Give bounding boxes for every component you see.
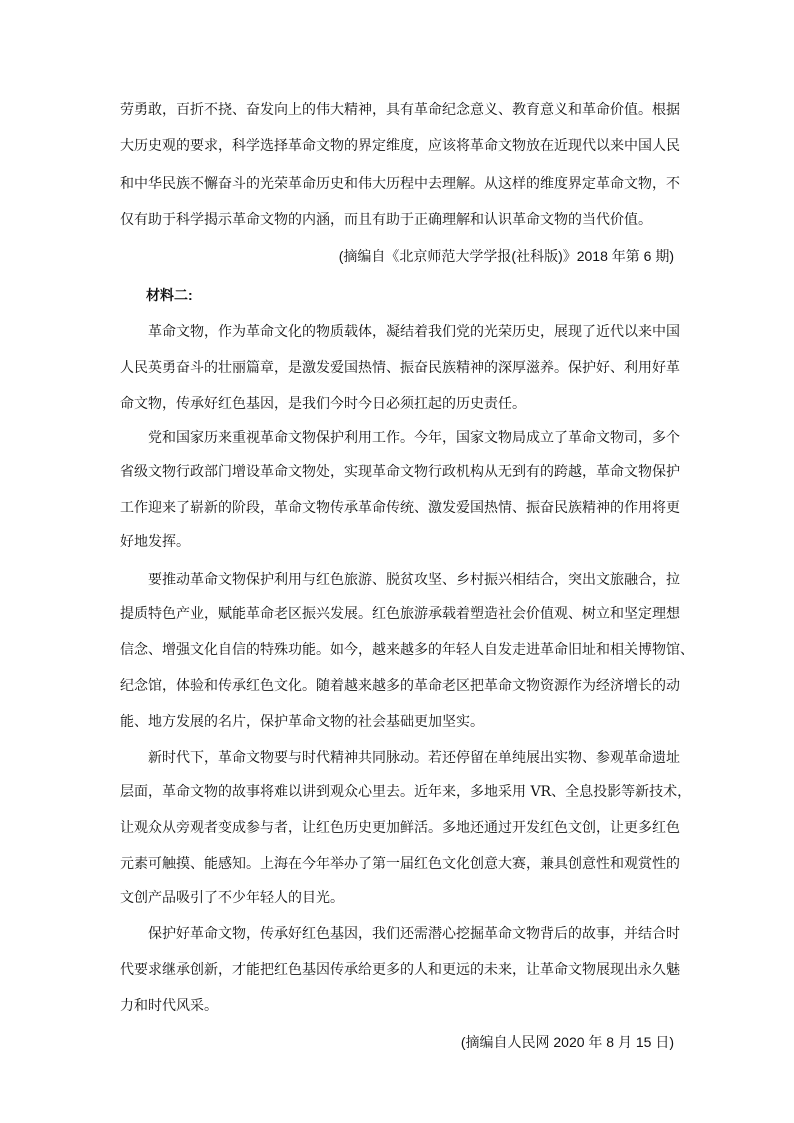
paragraph-line: 纪念馆，体验和传承红色文化。随着越来越多的革命老区把革命文物资源作为经济增长的动 bbox=[120, 678, 680, 694]
paragraph-line: 省级文物行政部门增设革命文物处，实现革命文物行政机构从无到有的跨越，革命文物保护 bbox=[120, 464, 680, 480]
material1-source: (摘编自《北京师范大学学报(社科版)》2018 年第 6 期) bbox=[338, 248, 674, 264]
paragraph-line: 要推动革命文物保护利用与红色旅游、脱贫攻坚、乡村振兴相结合，突出文旅融合，拉 bbox=[148, 572, 680, 588]
paragraph-line: 好地发挥。 bbox=[120, 534, 190, 550]
paragraph-line: 代要求继承创新，才能把红色基因传承给更多的人和更远的未来，让革命文物展现出永久魅 bbox=[120, 962, 680, 978]
material2-heading: 材料二: bbox=[146, 287, 193, 303]
paragraph-line: 层面，革命文物的故事将难以讲到观众心里去。近年来，多地采用 VR、全息投影等新技术， bbox=[120, 784, 692, 800]
paragraph-line: 党和国家历来重视革命文物保护利用工作。今年，国家文物局成立了革命文物司，多个 bbox=[148, 430, 680, 446]
material1-line: 和中华民族不懈奋斗的光荣革命历史和伟大历程中去理解。从这样的维度界定革命文物，不 bbox=[120, 176, 680, 192]
paragraph-line: 新时代下，革命文物要与时代精神共同脉动。若还停留在单纯展出实物、参观革命遗址 bbox=[148, 750, 680, 766]
paragraph-line: 能、地方发展的名片，保护革命文物的社会基础更加坚实。 bbox=[120, 714, 484, 730]
paragraph-line: 命文物，传承好红色基因，是我们今时今日必须扛起的历史责任。 bbox=[120, 396, 526, 412]
paragraph-line: 保护好革命文物，传承好红色基因，我们还需潜心挖掘革命文物背后的故事，并结合时 bbox=[148, 926, 680, 942]
paragraph-line: 人民英勇奋斗的壮丽篇章，是激发爱国热情、振奋民族精神的深厚滋养。保护好、利用好革 bbox=[120, 360, 680, 376]
paragraph-line: 元素可触摸、能感知。上海在今年举办了第一届红色文化创意大赛，兼具创意性和观赏性的 bbox=[120, 856, 680, 872]
paragraph-line: 让观众从旁观者变成参与者，让红色历史更加鲜活。多地还通过开发红色文创，让更多红色 bbox=[120, 820, 680, 836]
paragraph-line: 文创产品吸引了不少年轻人的目光。 bbox=[120, 890, 344, 906]
paragraph-line: 提质特色产业，赋能革命老区振兴发展。红色旅游承载着塑造社会价值观、树立和坚定理想 bbox=[120, 606, 680, 622]
material1-line: 仅有助于科学揭示革命文物的内涵，而且有助于正确理解和认识革命文物的当代价值。 bbox=[120, 212, 652, 228]
paragraph-line: 信念、增强文化自信的特殊功能。如今，越来越多的年轻人自发走进革命旧址和相关博物馆、 bbox=[120, 642, 694, 658]
paragraph-line: 革命文物，作为革命文化的物质载体，凝结着我们党的光荣历史，展现了近代以来中国 bbox=[148, 324, 680, 340]
paragraph-line: 工作迎来了崭新的阶段，革命文物传承革命传统、激发爱国热情、振奋民族精神的作用将更 bbox=[120, 500, 680, 516]
material1-line: 大历史观的要求，科学选择革命文物的界定维度，应该将革命文物放在近现代以来中国人民 bbox=[120, 138, 680, 154]
material2-source: (摘编自人民网 2020 年 8 月 15 日) bbox=[460, 1034, 674, 1050]
material1-line: 劳勇敢，百折不挠、奋发向上的伟大精神，具有革命纪念意义、教育意义和革命价值。根据 bbox=[120, 102, 680, 118]
paragraph-line: 力和时代风采。 bbox=[120, 998, 218, 1014]
